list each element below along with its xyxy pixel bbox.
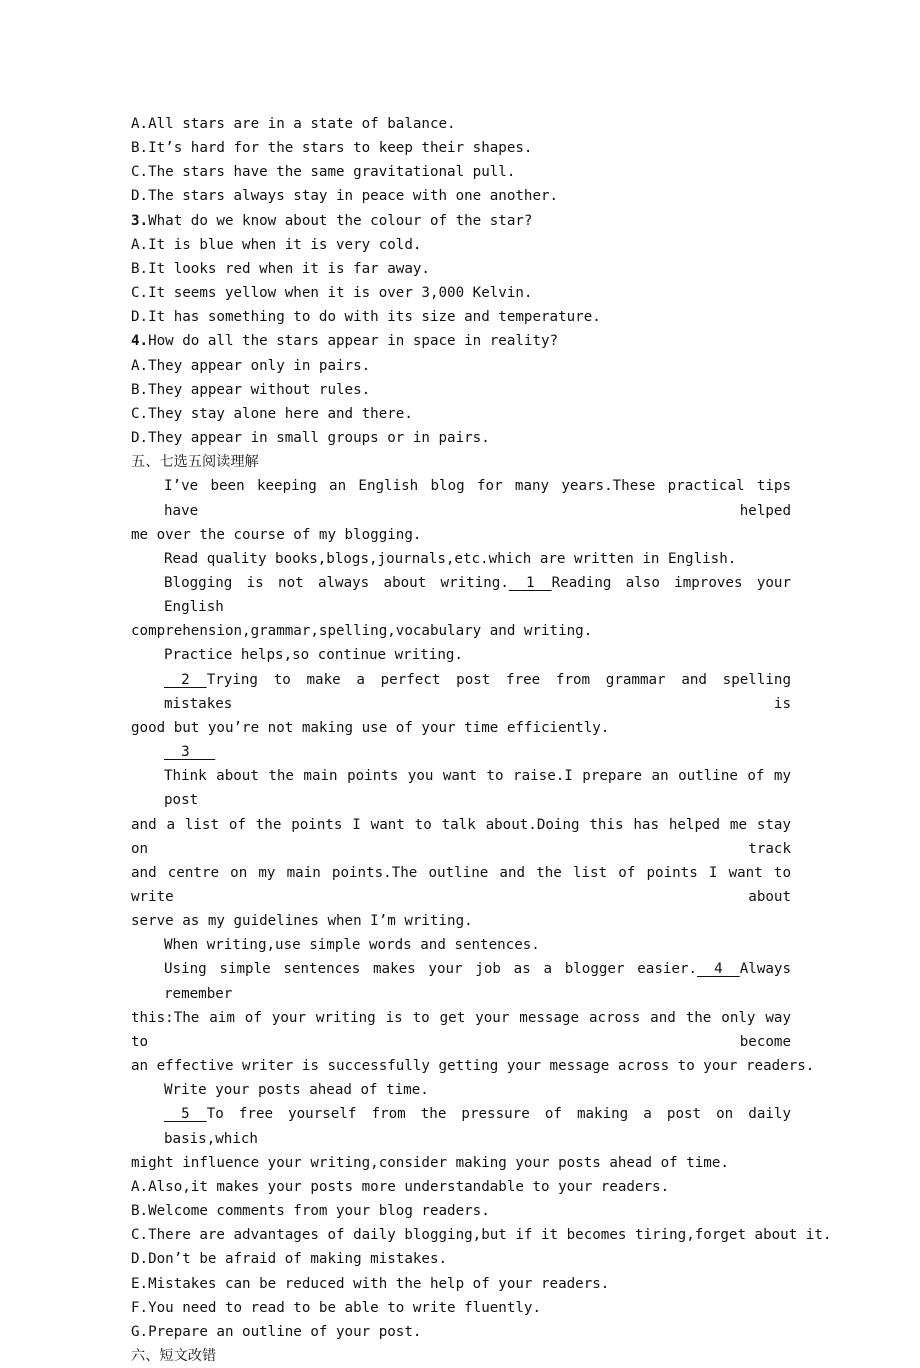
q2-option-a: A.All stars are in a state of balance.: [131, 116, 456, 132]
q4-option-d: D.They appear in small groups or in pairs.: [131, 430, 490, 447]
q4-option-b: B.They appear without rules.: [131, 381, 371, 398]
option-b: B.Welcome comments from your blog readers.: [131, 1203, 490, 1220]
intro-line: me over the course of my blogging.: [131, 526, 422, 543]
paragraph-line: might influence your writing,consider making your posts ahead of time.: [131, 1154, 729, 1171]
paragraph-line: this:The aim of your writing is to get your message across and the only way to become: [131, 1009, 791, 1050]
paragraph-line: and centre on my main points.The outline and the list of points I want to write about: [131, 864, 791, 905]
q2-option-b: B.It’s hard for the stars to keep their shapes.: [131, 140, 533, 157]
paragraph-line: 5 To free yourself from the pressure of making a post on daily basis,which: [131, 1102, 791, 1150]
answer-blank[interactable]: 4: [697, 961, 740, 978]
blank-line: [131, 740, 791, 764]
paragraph-line: comprehension,grammar,spelling,vocabulary and writing.: [131, 623, 593, 640]
option-a: A.Also,it makes your posts more understandable to your readers.: [131, 1178, 670, 1195]
q4-option-a: A.They appear only in pairs.: [131, 357, 371, 374]
paragraph-line: 2 Trying to make a perfect post free from grammar and spelling mistakes is: [131, 668, 791, 716]
q3-option-a: A.It is blue when it is very cold.: [131, 236, 422, 253]
option-e: E.Mistakes can be reduced with the help of your readers.: [131, 1275, 610, 1292]
answer-blank[interactable]: 1: [508, 574, 552, 591]
question-3: [131, 209, 791, 330]
answer-blank[interactable]: 2: [164, 671, 207, 688]
paragraph-line: and a list of the points I want to talk about.Doing this has helped me stay on track: [131, 816, 791, 857]
paragraph-line: serve as my guidelines when I’m writing.: [131, 913, 473, 930]
q3-option-b: B.It looks red when it is far away.: [131, 260, 430, 277]
question-number: 3.: [131, 212, 149, 229]
option-c: C.There are advantages of daily blogging,but if it becomes tiring,forget about it.: [131, 1227, 832, 1244]
option-g: G.Prepare an outline of your post.: [131, 1323, 422, 1340]
answer-blank[interactable]: 3: [164, 744, 216, 761]
paragraph-line: good but you’re not making use of your time efficiently.: [131, 719, 610, 736]
option-d: D.Don’t be afraid of making mistakes.: [131, 1251, 448, 1268]
q3-option-c: C.It seems yellow when it is over 3,000 Kelvin.: [131, 285, 533, 302]
option-f: F.You need to read to be able to write fluently.: [131, 1299, 541, 1316]
document-page: [131, 112, 832, 1368]
paragraph-line: Blogging is not always about writing. 1 Reading also improves your English: [131, 571, 791, 619]
tip-heading: When writing,use simple words and sentences.: [164, 937, 540, 954]
tip-heading: Read quality books,blogs,journals,etc.which are written in English.: [164, 550, 737, 567]
section-heading: 五、七选五阅读理解: [131, 454, 259, 471]
question-4: [131, 329, 791, 450]
paragraph-line: Think about the main points you want to raise.I prepare an outline of my post: [164, 768, 791, 809]
section-6-heading: 六、短文改错: [131, 1347, 217, 1364]
q2-option-d: D.The stars always stay in peace with one another.: [131, 188, 559, 205]
q4-option-c: C.They stay alone here and there.: [131, 405, 413, 422]
question-stem: How do all the stars appear in space in reality?: [148, 333, 559, 350]
paragraph-line: an effective writer is successfully getting your message across to your readers.: [131, 1058, 815, 1075]
q2-option-c: C.The stars have the same gravitational pull.: [131, 164, 516, 181]
paragraph-line: Using simple sentences makes your job as a blogger easier. 4 Always remember: [131, 957, 791, 1005]
tip-heading: Practice helps,so continue writing.: [164, 647, 463, 664]
q3-option-d: D.It has something to do with its size and temperature.: [131, 309, 601, 326]
question-stem: What do we know about the colour of the star?: [148, 212, 533, 229]
tip-heading: Write your posts ahead of time.: [164, 1082, 429, 1099]
answer-options: [131, 1175, 832, 1344]
answer-blank[interactable]: 5: [164, 1106, 207, 1123]
question-number: 4.: [131, 333, 149, 350]
q2-options: [131, 112, 791, 209]
intro-line: I’ve been keeping an English blog for many years.These practical tips have helped: [164, 478, 791, 519]
section-5: [131, 450, 832, 1344]
